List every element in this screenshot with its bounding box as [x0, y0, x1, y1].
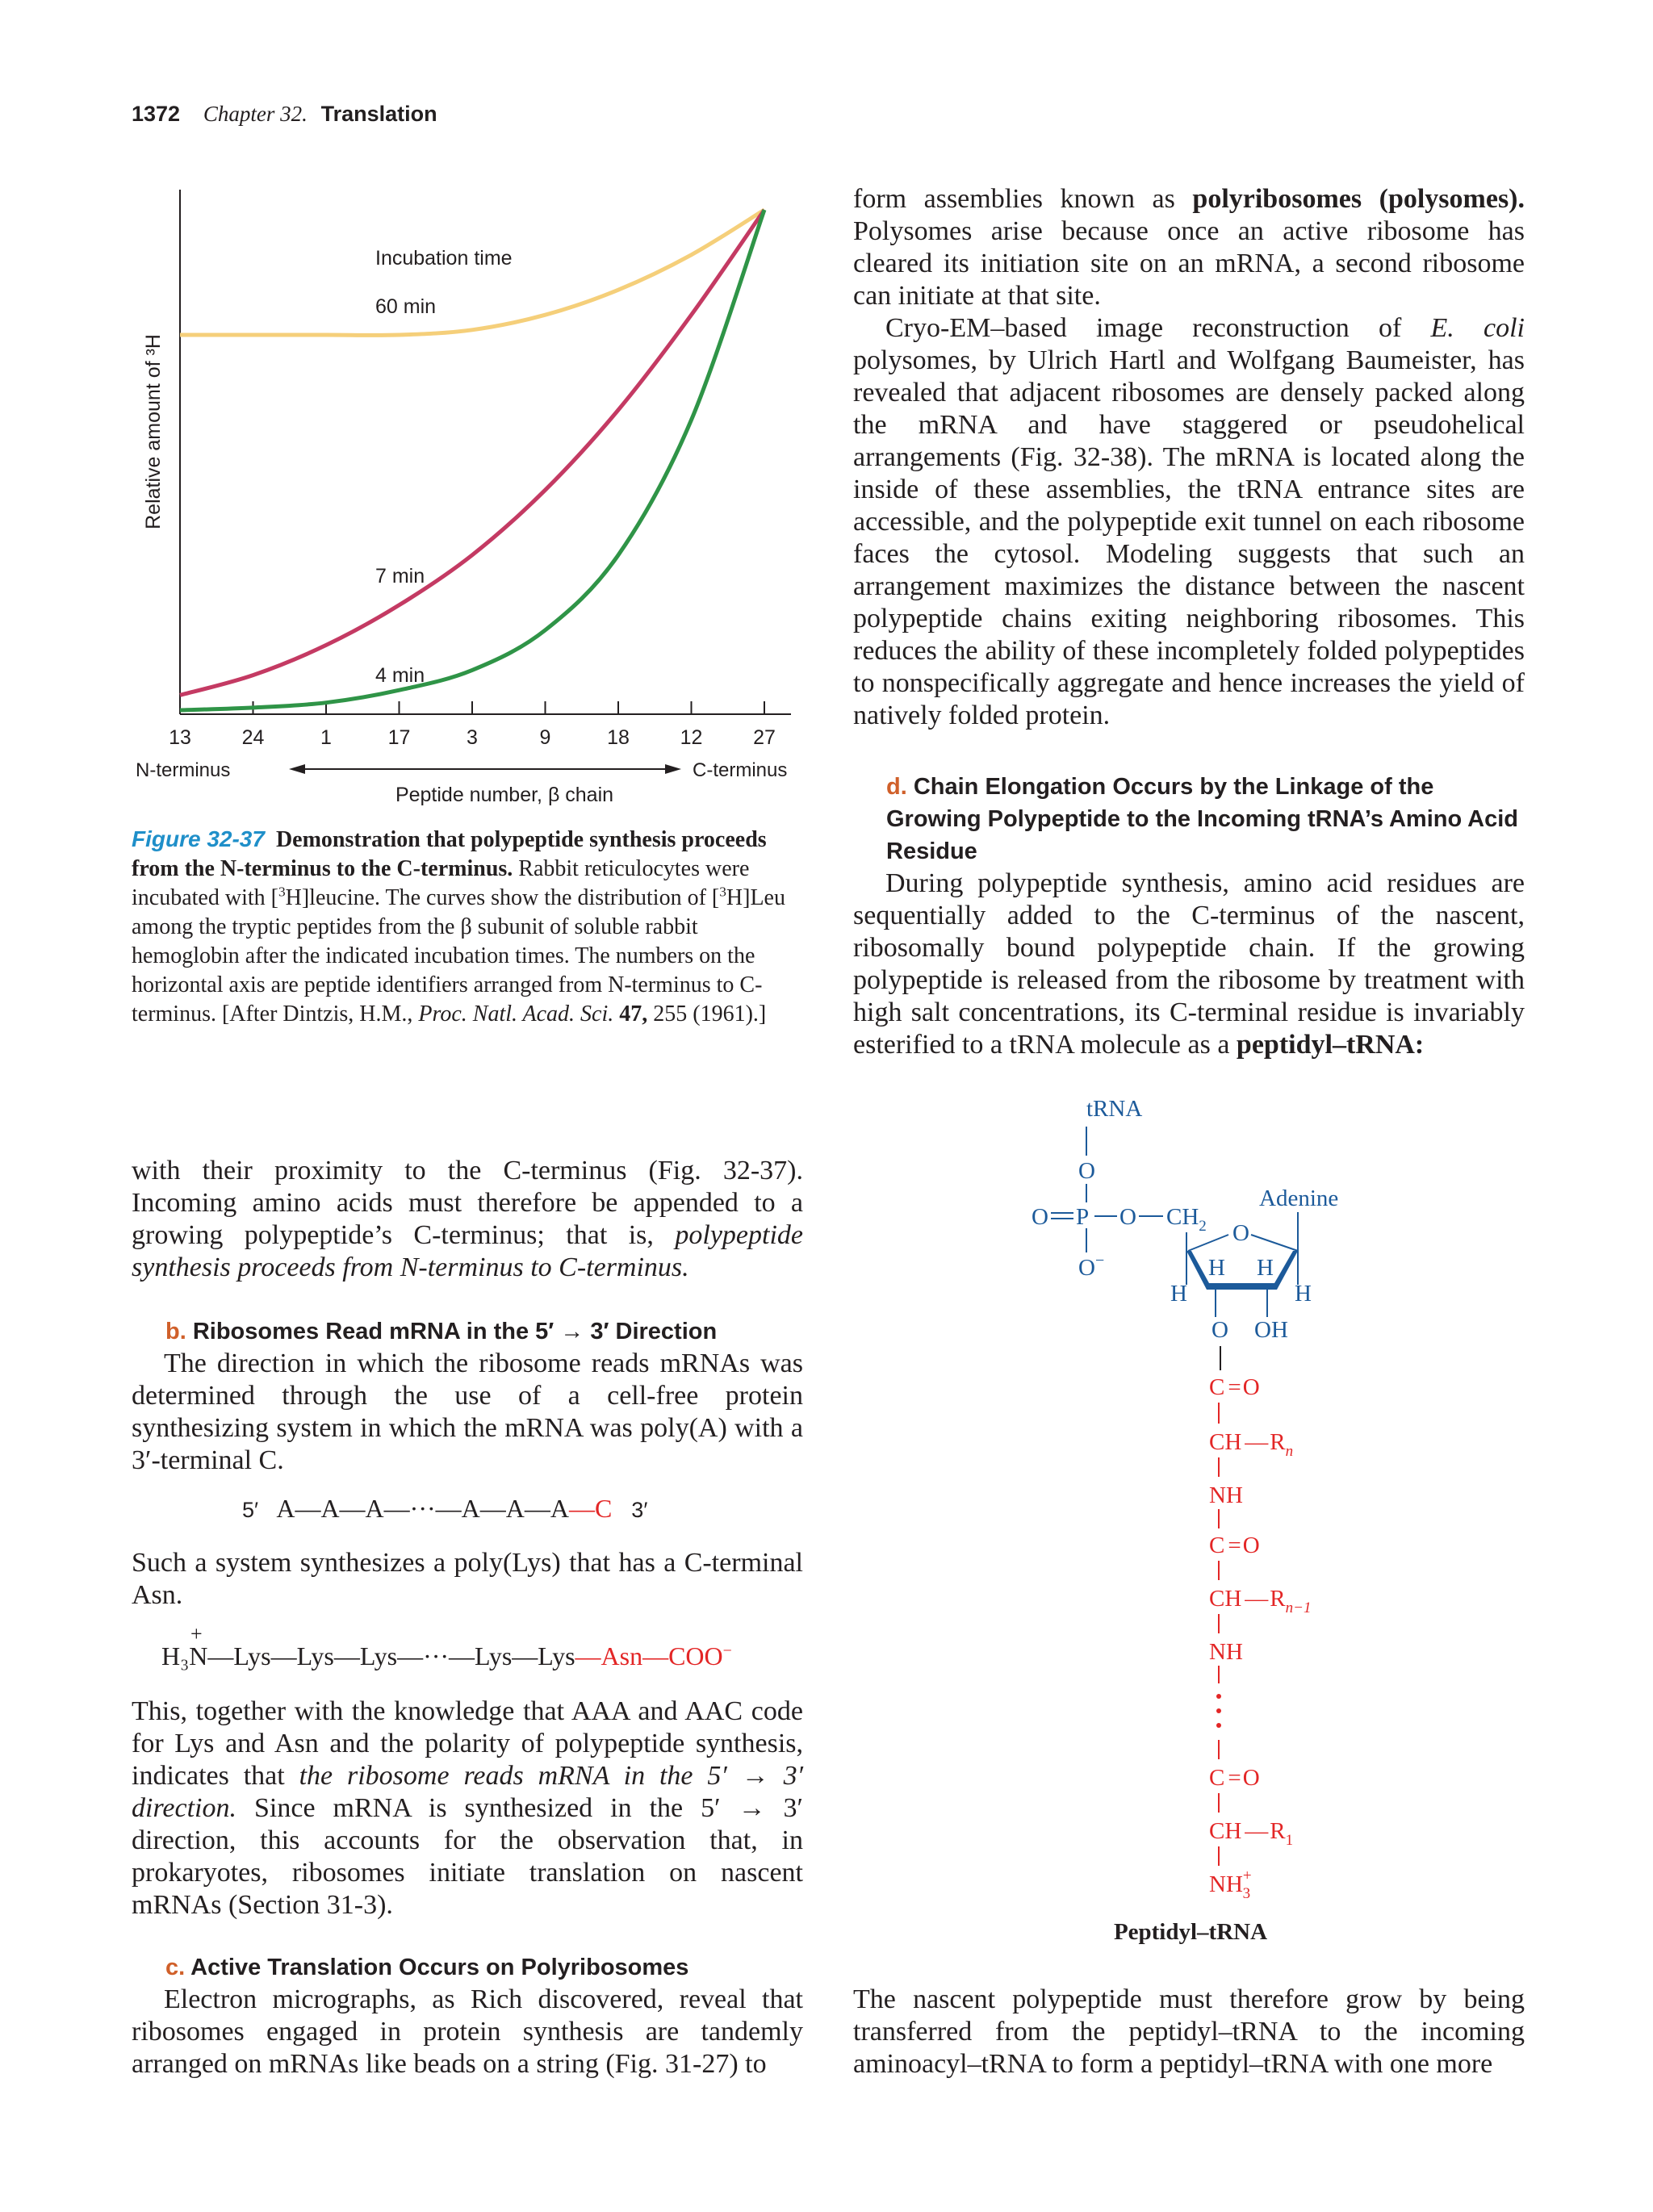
series-label-7-min: 7 min [375, 565, 425, 587]
right-paragraph-1 [853, 183, 1525, 732]
amide-nh-1: NH [1209, 1482, 1243, 1508]
figure-32-37-chart [129, 182, 807, 811]
caption-text-2: H]leucine. The curves show the distribution of [ [285, 885, 720, 910]
ring-bond-c4-o [1188, 1235, 1228, 1251]
chain-dot-2 [1216, 1708, 1221, 1713]
section-b-letter: b. [165, 1319, 186, 1344]
phosphate-o-neg [1078, 1252, 1104, 1281]
ring-h-1: H [1208, 1255, 1225, 1281]
arrow-left-icon [289, 764, 305, 774]
o-neg-charge: − [1094, 1252, 1105, 1269]
legend-title: Incubation time [375, 247, 513, 270]
left-paragraph-3 [132, 1547, 803, 1612]
section-d-letter: d. [886, 774, 907, 800]
eq1-chain: A—A—A—···—A—A—A [276, 1494, 569, 1523]
right-paragraph-3 [853, 868, 1525, 1061]
right-p3-bold: peptidyl–tRNA: [1236, 1030, 1425, 1060]
c1-o: O [1242, 1374, 1260, 1400]
trna-label: tRNA [1086, 1096, 1143, 1122]
rn-text: R [1270, 1429, 1286, 1455]
peptide-chain [1209, 1346, 1311, 1902]
eq2-terminal-asn: —Asn—COO [575, 1641, 723, 1670]
rn1-sub: n−1 [1285, 1599, 1312, 1616]
section-c-heading [165, 1951, 688, 1984]
section-c-letter: c. [165, 1955, 186, 1980]
r1-sub: 1 [1285, 1832, 1294, 1849]
figure-label: Figure 32-37 [132, 826, 265, 851]
y-axis-label [142, 334, 165, 529]
section-c-title: Active Translation Occurs on Polyribosomes [190, 1955, 689, 1980]
page-number: 1372 [132, 102, 181, 126]
left-p5-text: Electron micrographs, as Rich discovered, reveal that ribosomes engaged in protein synthesis are tandemly arranged on mRNAs like beads on a string (Fig. 31-27) to [132, 1984, 803, 2079]
ring-h-4: H [1295, 1281, 1312, 1307]
trna-ribose-group [1032, 1096, 1338, 1343]
poly-lys-equation [161, 1622, 732, 1671]
caption-tail: 255 (1961).] [653, 1001, 767, 1027]
x-tick-label: 12 [680, 726, 703, 749]
ch-rn1-text: CH [1209, 1586, 1242, 1612]
right-p2-tail: polysomes, by Ulrich Hartl and Wolfgang Baumeister, has revealed that adjacent ribosomes are densely packed along the mRNA and have staggered or pseudohelical arrangements (Fig. 32-38). The mRNA is located along the inside of these assemblies, the tRNA entrance sites are accessible, and the polypeptide exit tunnel on each ribosome faces the cytosol. Modeling suggests that such an arrangement maximizes the distance between the nascent polypeptide chains exiting neighboring ribosomes. This reduces the ability of these incompletely folded polypeptides to nonspecifically aggregate and hence increases the yield of natively folded protein. [853, 345, 1525, 730]
right-p1-tail: Polysomes arise because once an active ribosome has cleared its initiation site on an mRNA, a second ribosome can initiate at that site. [853, 216, 1525, 311]
rn1-text: R [1270, 1586, 1286, 1612]
section-b-title: Ribosomes Read mRNA in the 5′ → 3′ Direction [192, 1319, 718, 1344]
rn-sub: n [1285, 1443, 1294, 1460]
carbonyl-2: C =O [1209, 1533, 1260, 1558]
right-p4-text: The nascent polypeptide must therefore grow by being transferred from the peptidyl–tRNA to the incoming aminoacyl–tRNA to form a peptidyl–tRNA with one more [853, 1984, 1525, 2079]
phosphorus: P [1076, 1204, 1090, 1230]
carbonyl-1: C =O [1209, 1374, 1260, 1400]
x-tick-label: 24 [241, 726, 265, 749]
alpha-carbon-1: CH $—R_1$ [1209, 1818, 1294, 1849]
alpha-carbon-n: CH $—R_n$ [1209, 1429, 1294, 1460]
amide-nh-2: NH [1209, 1639, 1243, 1665]
left-paragraph-4 [132, 1696, 803, 1921]
section-d-title: Chain Elongation Occurs by the Linkage of the Growing Polypeptide to the Incoming tRNA’s Amino Acid Residue [886, 774, 1519, 864]
carbonyl-3: C =O [1209, 1765, 1260, 1791]
caption-text-3: H]Leu among the tryptic peptides from the β subunit of soluble rabbit hemoglobin after the indicated incubation times. The numbers on the horizontal axis are peptide identifiers arranged from N-terminus to C-terminus. [After Dintzis, H.M., [132, 885, 785, 1027]
adenine-label: Adenine [1259, 1185, 1339, 1211]
right-p1-text: form assemblies known as [853, 184, 1193, 214]
r1-text: R [1270, 1818, 1286, 1844]
left-p3-text: Such a system synthesizes a poly(Lys) that has a C-terminal Asn. [132, 1548, 803, 1610]
left-p1-text: with their proximity to the C-terminus (Fig. 32-37). Incoming amino acids must therefore be appended to a growing polypeptide’s C-terminus; that is, [132, 1156, 803, 1250]
arrow-right-icon [665, 764, 681, 774]
eq2-h3n: H₃N [161, 1641, 208, 1670]
nh3-sub: 3 [1242, 1885, 1251, 1902]
left-p4-text: This, together with the knowledge that AAA and AAC code for Lys and Asn and the polarity of polypeptide synthesis, indicates that [132, 1696, 803, 1791]
nh3-charge: + [1242, 1867, 1252, 1884]
figure-caption [132, 825, 801, 1029]
chapter-title: Translation [320, 102, 437, 126]
c3-text: C [1209, 1765, 1225, 1791]
caption-sup-1: 3 [278, 884, 286, 900]
phosphate-o-top: O [1078, 1158, 1095, 1184]
amino-terminus [1209, 1867, 1252, 1902]
right-p2-text: Cryo-EM–based image reconstruction of [885, 313, 1431, 343]
ch-r1-text: CH [1209, 1818, 1242, 1844]
right-p1-bold: polyribosomes (polysomes). [1192, 184, 1525, 214]
x-tick-label: 13 [169, 726, 191, 749]
c2-text: C [1209, 1533, 1225, 1558]
eq1-terminal-c: —C [568, 1494, 613, 1523]
right-p2-italic: E. coli [1430, 313, 1525, 343]
poly-a-equation [242, 1494, 647, 1524]
caption-text-1: Rabbit reticulocytes were incubated with [ [132, 856, 750, 910]
ester-o: O [1119, 1204, 1136, 1230]
ring-o: O [1232, 1220, 1249, 1246]
alpha-carbon-n-1: CH $—R_{n-1}$ [1209, 1586, 1312, 1616]
o-neg-text: O [1078, 1255, 1095, 1281]
chart-lines [180, 210, 764, 710]
ring-h-2: H [1257, 1255, 1274, 1281]
chain-dot-1 [1216, 1694, 1221, 1699]
eq1-5prime: 5′ [242, 1498, 259, 1522]
x-axis-label: Peptide number, β chain [395, 784, 614, 806]
left-p4-tail: Since mRNA is synthesized in the 5′ → 3′ direction, this accounts for the observation that, in prokaryotes, ribosomes initiate translation on nascent mRNAs (Section 31-3). [132, 1793, 803, 1920]
x-tick-label: 18 [607, 726, 630, 749]
ring-h-3: H [1170, 1281, 1187, 1307]
right-p3-text: During polypeptide synthesis, amino acid residues are sequentially added to the C-terminus of the nascent, ribosomally bound polypeptide chain. If the growing polypeptide is released from the ribosome by treatment with high salt concentrations, its C-terminal residue is invariably esterified to a tRNA molecule as a [853, 868, 1525, 1060]
c3-o: O [1242, 1765, 1260, 1791]
ribose-ring-front [1186, 1251, 1298, 1290]
nh3-text: NH [1209, 1871, 1243, 1897]
left-p1-italic: polypeptide synthesis proceeds from N-terminus to C-terminus. [132, 1220, 803, 1282]
x-tick-label: 27 [753, 726, 776, 749]
left-paragraph-5 [132, 1984, 803, 2080]
series-line-4-min [180, 210, 764, 710]
x-tick-label: 9 [539, 726, 551, 749]
section-d-heading [886, 771, 1524, 868]
eq2-plus: + [190, 1622, 203, 1645]
caption-volume: 47, [619, 1001, 648, 1027]
x-tick-label: 1 [320, 726, 332, 749]
ribose-oh: OH [1254, 1317, 1288, 1343]
left-paragraph-1 [132, 1155, 803, 1284]
series-line-60-min [180, 210, 764, 335]
left-paragraph-2 [132, 1348, 803, 1477]
c1-text: C [1209, 1374, 1225, 1400]
right-paragraph-4 [853, 1984, 1525, 2080]
chapter-label: Chapter 32. [203, 102, 308, 126]
series-label-4-min: 4 min [375, 664, 425, 687]
ch2-text: CH [1166, 1204, 1199, 1230]
caption-sup-2: 3 [719, 884, 726, 900]
chain-dot-3 [1216, 1723, 1221, 1728]
phosphate-o-double: O [1032, 1204, 1048, 1230]
left-p2-text: The direction in which the ribosome reads mRNAs was determined through the use of a cell-free protein synthesizing system in which the mRNA was poly(A) with a 3′-terminal C. [132, 1349, 803, 1475]
left-p4-italic: the ribosome reads mRNA in the 5′ → 3′ direction. [132, 1761, 804, 1823]
eq2-chain: —Lys—Lys—Lys—···—Lys—Lys [207, 1641, 575, 1670]
ch2-sub: 2 [1199, 1218, 1207, 1235]
n-terminus-label: N-terminus [136, 759, 231, 781]
peptidyl-trna-structure [993, 1089, 1396, 1961]
running-head [132, 102, 437, 127]
x-tick-label: 17 [387, 726, 411, 749]
ch2-group [1166, 1204, 1207, 1235]
eq2-minus: − [722, 1641, 732, 1660]
c2-o: O [1242, 1533, 1260, 1558]
section-b-heading [165, 1315, 717, 1348]
caption-journal: Proc. Natl. Acad. Sci. [418, 1001, 614, 1027]
structure-caption: Peptidyl–tRNA [1113, 1919, 1268, 1945]
x-tick-label: 3 [467, 726, 478, 749]
eq1-3prime: 3′ [631, 1498, 648, 1522]
ribose-o-ester: O [1212, 1317, 1228, 1343]
c-terminus-label: C-terminus [693, 759, 788, 781]
caption-lead: Demonstration that polypeptide synthesis proceeds from the N-terminus to the C-terminus. [132, 827, 767, 881]
ring-bond-o-c1 [1251, 1235, 1298, 1251]
series-label-60-min: 60 min [375, 295, 437, 318]
ch-rn-text: CH [1209, 1429, 1242, 1455]
y-axis-label-text: Relative amount of ³H [142, 334, 165, 529]
